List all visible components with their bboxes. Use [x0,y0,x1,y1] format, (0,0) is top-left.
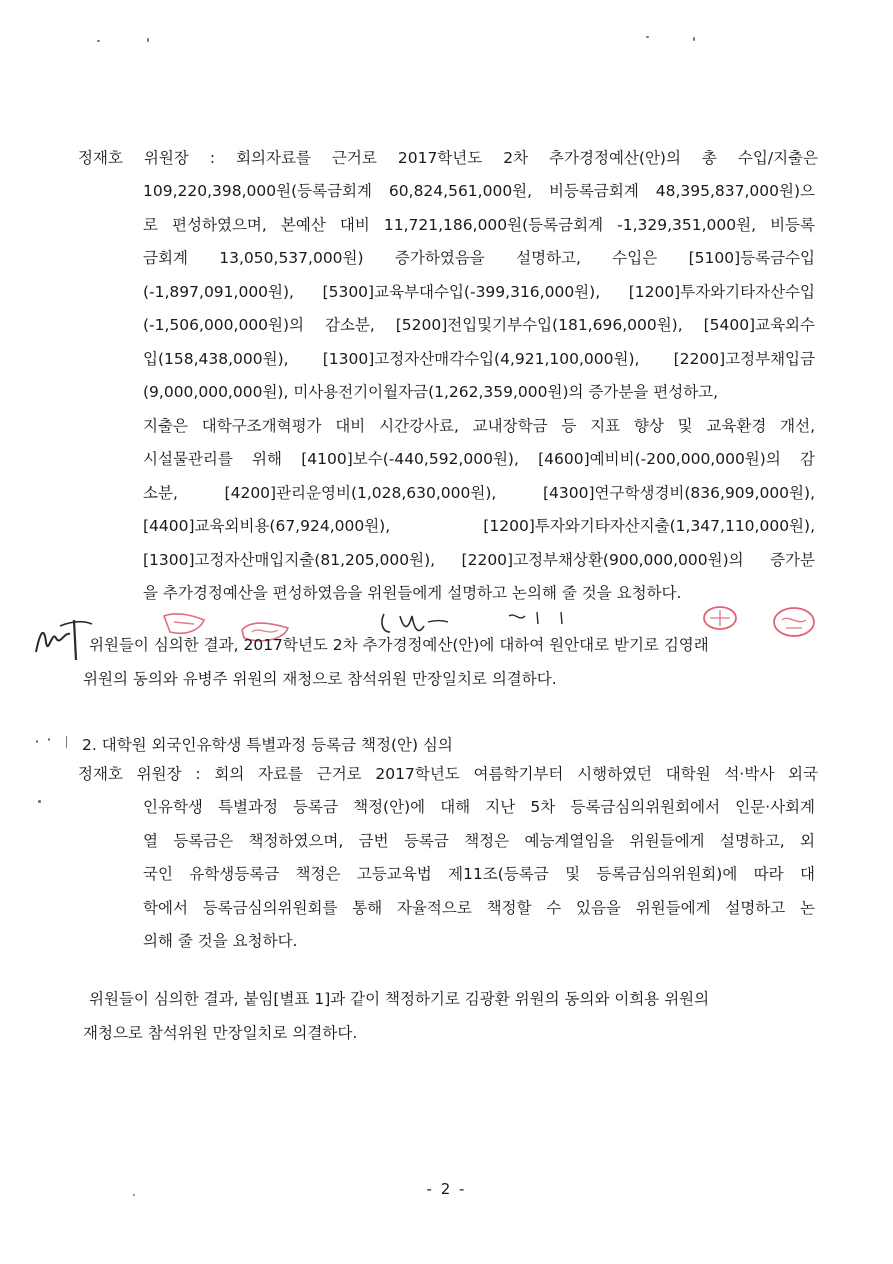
speaker-statement: 정재호 위원장 : 회의 자료를 근거로 2017학년도 여름학기부터 시행하였던 대학원 석·박사 외국 [78,765,818,783]
section2-heading: 2. 대학원 외국인유학생 특별과정 등록금 책정(안) 심의 [82,736,453,754]
section2-speaker-line [78,758,818,792]
body-line: 학에서 등록금심의위원회를 통해 자율적으로 책정할 수 있음을 위원들에게 설명하고 논 [143,898,815,917]
resolution-line: 재청으로 참석위원 만장일치로 의결하다. [83,1023,358,1042]
body-line: [4400]교육외비용(67,924,000원), [1200]투자와기타자산지출(1,347,110,000원), [143,517,815,535]
scan-speck [693,37,695,41]
body-line: [1300]고정자산매입지출(81,205,000원), [2200]고정부채상환(900,000,000원)의 증가분 [143,550,815,569]
resolution-line: 위원의 동의와 유병주 위원의 재청으로 참석위원 만장일치로 의결하다. [83,669,557,688]
body-line: 시설물관리를 위해 [4100]보수(-440,592,000원), [4600]예비비(-200,000,000원)의 감 [143,450,815,468]
resolution-line: 위원들이 심의한 결과, 붙임[별표 1]과 같이 책정하기로 김광환 위원의 동의와 이희용 위원의 [89,990,710,1008]
body-line: (-1,506,000,000원)의 감소분, [5200]전입및기부수입(181,696,000원), [5400]교육외수 [143,316,815,334]
handwritten-signature [505,608,569,630]
body-line: 의해 줄 것을 요청하다. [143,932,298,950]
body-line: 입(158,438,000원), [1300]고정자산매각수입(4,921,100,000원), [2200]고정부채입금 [143,349,815,368]
section1-resolution [83,629,818,696]
resolution-line: 위원들이 심의한 결과, 2017학년도 2차 추가경정예산(안)에 대하여 원안대로 받기로 김영래 [89,636,709,654]
body-line: 로 편성하였으며, 본예산 대비 11,721,186,000원(등록금회계 -1,329,351,000원, 비등록 [143,215,815,234]
section1-speaker-line [78,142,818,176]
scan-speck [48,738,50,741]
section1-body [143,175,815,611]
body-line: 소분, [4200]관리운영비(1,028,630,000원), [4300]연구학생경비(836,909,000원), [143,483,815,502]
scan-speck [646,36,649,38]
body-line: 금회계 13,050,537,000원) 증가하였음을 설명하고, 수입은 [5100]등록금수입 [143,249,815,267]
body-line: (-1,897,091,000원), [5300]교육부대수입(-399,316,000원), [1200]투자와기타자산수입 [143,282,815,301]
section2-body [143,791,815,959]
body-line: 인유학생 특별과정 등록금 책정(안)에 대해 지난 5차 등록금심의위원회에서 인문·사회계 [143,798,815,816]
page-number: - 2 - [426,1180,467,1198]
scan-speck [97,40,100,42]
scan-speck [147,38,149,42]
body-line: 열 등록금은 책정하였으며, 금번 등록금 책정은 예능계열임을 위원들에게 설명하고, 외 [143,831,815,850]
body-line: 을 추가경정예산을 편성하였음을 위원들에게 설명하고 논의해 줄 것을 요청하다. [143,584,682,602]
speaker-statement: 정재호 위원장 : 회의자료를 근거로 2017학년도 2차 추가경정예산(안)의 총 수입/지출은 [78,149,818,167]
scan-speck [66,736,67,748]
body-line: (9,000,000,000원), 미사용전기이월자금(1,262,359,000원)의 증가분을 편성하고, [143,383,719,401]
body-line: 109,220,398,000원(등록금회계 60,824,561,000원, 비등록금회계 48,395,837,000원)으 [143,182,815,200]
scan-speck [38,800,41,803]
scan-speck [36,740,38,743]
body-line: 지출은 대학구조개혁평가 대비 시간강사료, 교내장학금 등 지표 향상 및 교육환경 개선, [143,416,815,435]
body-line: 국인 유학생등록금 책정은 고등교육법 제11조(등록금 및 등록금심의위원회)에 따라 대 [143,865,815,883]
section2-resolution [83,983,818,1050]
